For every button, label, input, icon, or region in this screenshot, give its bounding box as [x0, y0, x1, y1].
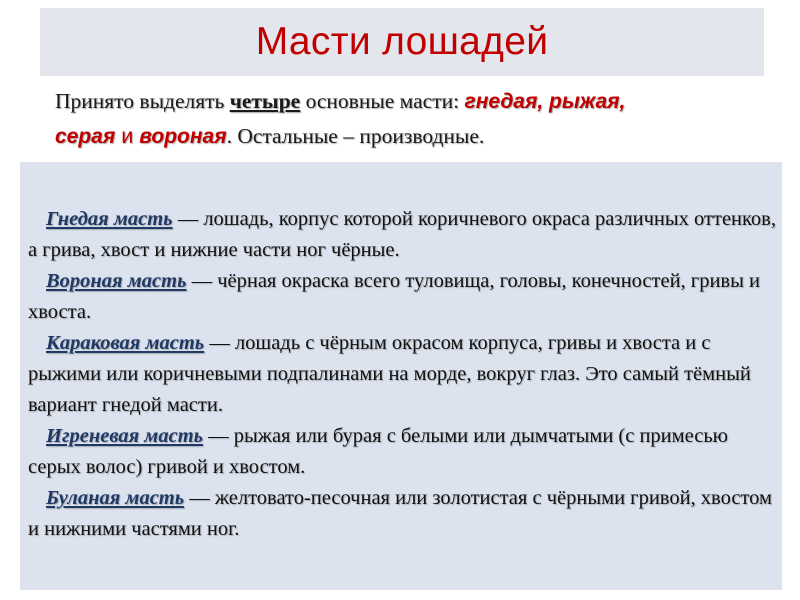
definition-text: — желтовато-песочная или золотистая с чёрными гривой, хвостом и нижними частями ног. — [28, 487, 772, 540]
definition-item — [28, 421, 778, 483]
definition-term: Игреневая масть — [46, 425, 204, 447]
suit-bay-chestnut: гнедая, рыжая, — [464, 90, 626, 113]
definition-item — [28, 266, 778, 328]
intro-part-2: основные масти — [300, 89, 454, 113]
definition-term: Караковая масть — [46, 332, 205, 354]
definition-term: Буланая масть — [46, 487, 185, 509]
definition-item — [28, 483, 778, 545]
definition-text: — чёрная окраска всего туловища, головы, конечностей, гривы и хвоста. — [28, 270, 760, 323]
definitions-list — [28, 204, 778, 545]
slide-title: Масти лошадей — [255, 20, 549, 63]
definition-text: — рыжая или бурая с белыми или дымчатыми (с примесью серых волос) гривой и хвостом. — [28, 425, 728, 478]
definition-item — [28, 328, 778, 421]
title-bar — [40, 8, 764, 76]
definitions-panel — [20, 162, 782, 590]
intro-part-3: . Остальные – производные. — [226, 124, 485, 148]
intro-part-1: Принято выделять — [55, 89, 230, 113]
intro-and: и — [115, 124, 140, 148]
definition-item — [28, 204, 778, 266]
intro-colon: : — [453, 89, 465, 113]
definition-term: Вороная масть — [46, 270, 187, 292]
suit-grey: серая — [55, 125, 116, 148]
suit-black: вороная — [139, 125, 227, 148]
definition-term: Гнедая масть — [46, 208, 173, 230]
definition-text: — лошадь с чёрным окрасом корпуса, гривы и хвоста и с рыжими или коричневыми подпалинами на морде, вокруг глаз. Это самый тёмный вариант гнедой масти. — [28, 332, 751, 416]
definition-text: — лошадь, корпус которой коричневого окраса различных оттенков, а грива, хвост и нижние части ног чёрные. — [28, 208, 776, 261]
intro-text — [55, 84, 780, 154]
intro-four: четыре — [229, 89, 301, 113]
